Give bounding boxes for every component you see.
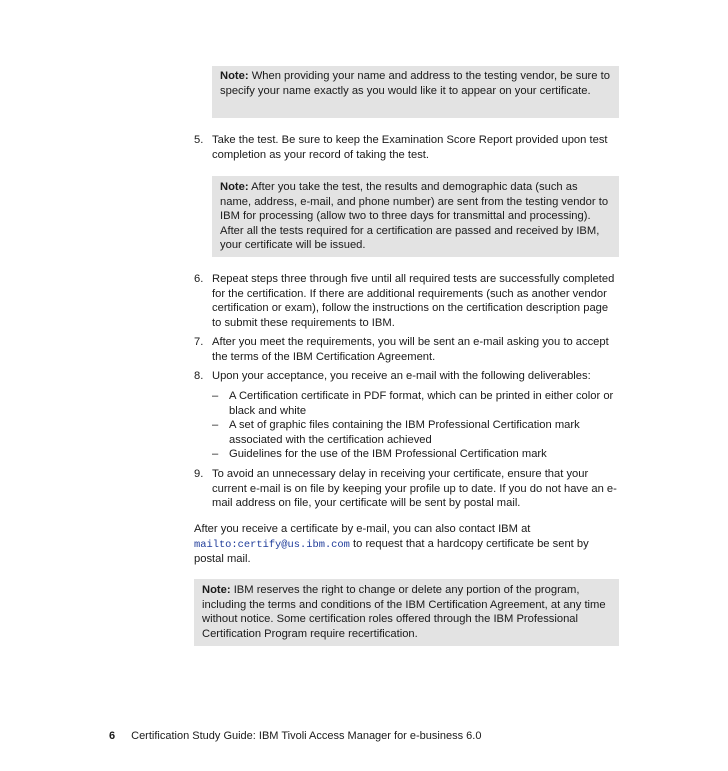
dash-bullet: – <box>212 448 219 460</box>
closing-text-before: After you receive a certificate by e-mail, you can also contact IBM at <box>194 523 531 535</box>
dash-bullet: – <box>212 390 219 402</box>
note-box-test-results <box>212 176 619 257</box>
note-text: When providing your name and address to the testing vendor, be sure to specify your name exactly as you would like it to appear on your certificate. <box>220 70 610 97</box>
list-item-step-8 <box>194 369 624 384</box>
deliverable-text: A set of graphic files containing the IBM Professional Certification mark associated with the certification achieved <box>229 419 580 446</box>
closing-paragraph <box>194 522 614 567</box>
note-text: After you take the test, the results and demographic data (such as name, address, e-mail, and phone number) are sent from the testing vendor to IBM for processing (allow two to three days for transmittal and processing). After all the tests required for a certification are passed and received by IBM, your certificate will be issued. <box>220 181 609 252</box>
page-footer <box>109 729 481 744</box>
note-label: Note: <box>220 181 249 193</box>
step-number: 8. <box>194 370 204 382</box>
step-text: Upon your acceptance, you receive an e-mail with the following deliverables: <box>212 370 591 382</box>
note-box-name-address <box>212 66 619 118</box>
step-number: 7. <box>194 336 204 348</box>
step-text: After you meet the requirements, you will be sent an e-mail asking you to accept the terms of the IBM Certification Agreement. <box>212 336 609 363</box>
list-item-deliverable <box>212 418 617 447</box>
list-item-step-9 <box>194 467 619 511</box>
note-box-program-changes <box>194 579 619 646</box>
note-label: Note: <box>220 70 249 82</box>
note-label: Note: <box>202 584 231 596</box>
step-number: 6. <box>194 273 204 285</box>
list-item-step-7 <box>194 335 619 364</box>
list-item-deliverable <box>212 447 617 462</box>
dash-bullet: – <box>212 419 219 431</box>
closing-text-after: to request that a hardcopy certificate be sent by postal mail. <box>194 537 589 566</box>
footer-title: Certification Study Guide: IBM Tivoli Access Manager for e-business 6.0 <box>131 730 482 742</box>
list-item-deliverable <box>212 389 617 418</box>
step-text: Take the test. Be sure to keep the Examination Score Report provided upon test completion as your record of taking the test. <box>212 134 608 161</box>
deliverable-text: A Certification certificate in PDF format, which can be printed in either color or black and white <box>229 390 614 417</box>
deliverable-text: Guidelines for the use of the IBM Professional Certification mark <box>229 448 547 460</box>
step-text: Repeat steps three through five until all required tests are successfully completed for the certification. If there are additional requirements (such as another vendor certification or exam), follow the instructions on the certification description page to submit these requirements to IBM. <box>212 273 615 329</box>
list-item-step-6 <box>194 272 619 330</box>
step-number: 5. <box>194 134 204 146</box>
page-number: 6 <box>109 730 116 742</box>
note-text: IBM reserves the right to change or delete any portion of the program, including the terms and conditions of the IBM Certification Agreement, at any time without notice. Some certification roles offered through the IBM Professional Certification Program require recertification. <box>202 584 606 640</box>
step-text: To avoid an unnecessary delay in receiving your certificate, ensure that your current e-mail is on file by keeping your profile up to date. If you do not have an e-mail address on file, your certificate will be sent by postal mail. <box>212 468 617 510</box>
email-link[interactable]: mailto:certify@us.ibm.com <box>194 538 350 551</box>
list-item-step-5 <box>194 133 619 162</box>
step-number: 9. <box>194 468 204 480</box>
